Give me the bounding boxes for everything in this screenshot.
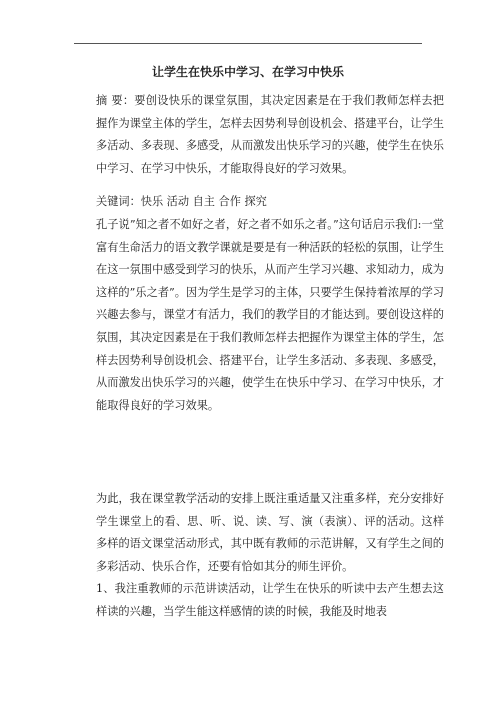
body-paragraph-1: 孔子说”知之者不如好之者，好之者不如乐之者。”这句话启示我们:一堂富有生命活力的语文教学课就是要是有一种活跃的轻松的氛围，让学生在这一氛围中感受到学习的快乐，从而产生学习兴趣、求知动力，成为这样的”乐之者”。因为学生是学习的主体，只要学生保持着浓厚的学习兴趣去参与，课堂才有活力，我们的教学目的才能达到。要创设这样的氛围，其决定因素是在于我们教师怎样去把握作为课堂主体的学生，怎样去因势利导创设机会、搭建平台，让学生多活动、多表现、多感受，从而激发出快乐学习的兴趣，使学生在快乐中学习、在学习中快乐，才能取得良好的学习效果。 [96, 218, 444, 412]
body-paragraph-2: 为此，我在课堂教学活动的安排上既注重适量又注重多样，充分安排好学生课堂上的看、思、听、说、读、写、演（表演）、评的活动。这样多样的语文课堂活动形式，其中既有教师的示范讲解，又有学生之间的多彩活动、快乐合作，还要有恰如其分的师生评价。 [96, 492, 444, 573]
body-paragraph-3: 1、我注重教师的示范讲读活动，让学生在快乐的听读中去产生想去这样读的兴趣，当学生能这样感情的读的时候，我能及时地表 [96, 582, 444, 618]
keywords-line: 关键词：快乐 活动 自主 合作 探究 [96, 195, 267, 208]
page-title: 让学生在快乐中学习、在学习中快乐 [151, 65, 344, 79]
abstract-paragraph: 摘 要：要创设快乐的课堂氛围，其决定因素是在于我们教师怎样去把握作为课堂主体的学生，怎样去因势利导创设机会、搭建平台，让学生多活动、多表现、多感受，从而激发出快乐学习的兴趣，使学生在快乐中学习、在学习中快乐，才能取得良好的学习效果。 [96, 94, 444, 175]
header-rule [74, 43, 422, 44]
